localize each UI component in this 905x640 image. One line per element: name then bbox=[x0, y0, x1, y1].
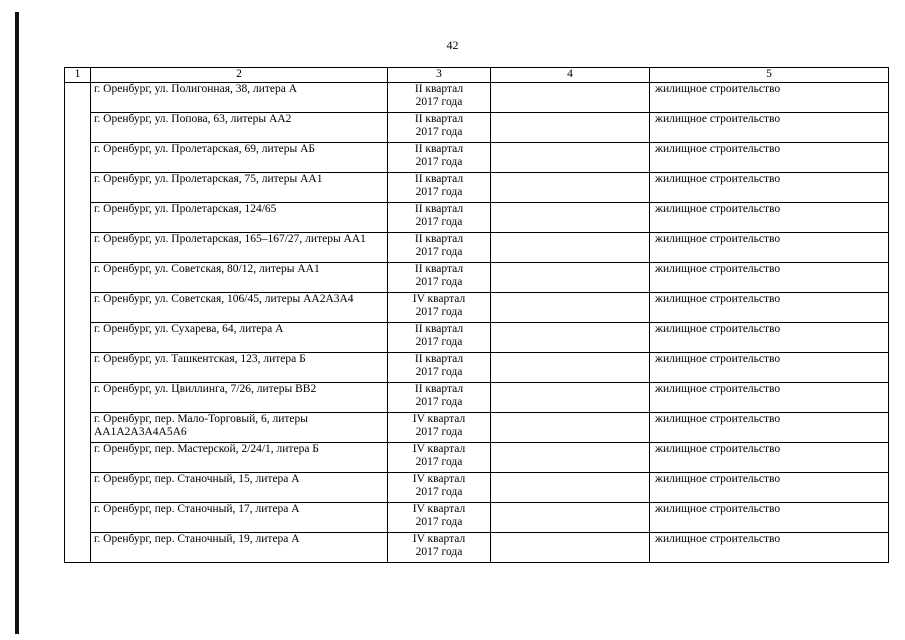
address-cell: г. Оренбург, пер. Станочный, 15, литера А bbox=[91, 473, 388, 503]
column-header-2: 2 bbox=[91, 68, 388, 83]
period-year: 2017 года bbox=[415, 456, 463, 468]
period-cell bbox=[388, 383, 491, 413]
col4-cell bbox=[491, 83, 650, 113]
period-quarter: II квартал bbox=[414, 173, 464, 185]
purpose-cell: жилищное строительство bbox=[650, 173, 889, 203]
address-cell: г. Оренбург, пер. Станочный, 19, литера А bbox=[91, 533, 388, 563]
column-header-3: 3 bbox=[388, 68, 491, 83]
table-row bbox=[65, 263, 889, 293]
purpose-cell: жилищное строительство bbox=[650, 473, 889, 503]
period-cell bbox=[388, 113, 491, 143]
table-row bbox=[65, 173, 889, 203]
column-header-4: 4 bbox=[491, 68, 650, 83]
address-cell: г. Оренбург, ул. Советская, 106/45, литеры АА2А3А4 bbox=[91, 293, 388, 323]
document-table bbox=[64, 67, 889, 563]
purpose-cell: жилищное строительство bbox=[650, 113, 889, 143]
period-cell bbox=[388, 173, 491, 203]
table-row bbox=[65, 443, 889, 473]
table-row bbox=[65, 353, 889, 383]
period-quarter: IV квартал bbox=[412, 473, 466, 485]
period-year: 2017 года bbox=[415, 156, 463, 168]
col4-cell bbox=[491, 533, 650, 563]
table-row bbox=[65, 83, 889, 113]
address-cell: г. Оренбург, ул. Пролетарская, 75, литеры АА1 bbox=[91, 173, 388, 203]
period-cell bbox=[388, 323, 491, 353]
period-year: 2017 года bbox=[415, 546, 463, 558]
col4-cell bbox=[491, 383, 650, 413]
period-year: 2017 года bbox=[415, 96, 463, 108]
address-cell: г. Оренбург, ул. Попова, 63, литеры АА2 bbox=[91, 113, 388, 143]
left-margin-bar bbox=[15, 12, 19, 634]
period-cell bbox=[388, 83, 491, 113]
table-row bbox=[65, 413, 889, 443]
col4-cell bbox=[491, 113, 650, 143]
period-year: 2017 года bbox=[415, 306, 463, 318]
address-cell: г. Оренбург, ул. Советская, 80/12, литеры АА1 bbox=[91, 263, 388, 293]
address-cell: г. Оренбург, ул. Цвиллинга, 7/26, литеры ВВ2 bbox=[91, 383, 388, 413]
period-year: 2017 года bbox=[415, 276, 463, 288]
table-row bbox=[65, 323, 889, 353]
period-cell bbox=[388, 263, 491, 293]
purpose-cell: жилищное строительство bbox=[650, 203, 889, 233]
period-cell bbox=[388, 203, 491, 233]
period-quarter: II квартал bbox=[414, 353, 464, 365]
period-cell bbox=[388, 533, 491, 563]
period-cell bbox=[388, 413, 491, 443]
period-quarter: IV квартал bbox=[412, 443, 466, 455]
col4-cell bbox=[491, 293, 650, 323]
col4-cell bbox=[491, 503, 650, 533]
column-header-5: 5 bbox=[650, 68, 889, 83]
period-quarter: II квартал bbox=[414, 233, 464, 245]
period-cell bbox=[388, 293, 491, 323]
period-cell bbox=[388, 353, 491, 383]
purpose-cell: жилищное строительство bbox=[650, 503, 889, 533]
period-year: 2017 года bbox=[415, 396, 463, 408]
address-cell: г. Оренбург, пер. Мало-Торговый, 6, литеры АА1А2А3А4А5А6 bbox=[91, 413, 388, 443]
purpose-cell: жилищное строительство bbox=[650, 533, 889, 563]
col4-cell bbox=[491, 323, 650, 353]
purpose-cell: жилищное строительство bbox=[650, 443, 889, 473]
period-year: 2017 года bbox=[415, 336, 463, 348]
table-row bbox=[65, 233, 889, 263]
period-quarter: IV квартал bbox=[412, 293, 466, 305]
period-year: 2017 года bbox=[415, 186, 463, 198]
period-year: 2017 года bbox=[415, 216, 463, 228]
table-row bbox=[65, 203, 889, 233]
table-row bbox=[65, 113, 889, 143]
purpose-cell: жилищное строительство bbox=[650, 383, 889, 413]
table-row bbox=[65, 533, 889, 563]
period-year: 2017 года bbox=[415, 426, 463, 438]
period-quarter: IV квартал bbox=[412, 533, 466, 545]
period-year: 2017 года bbox=[415, 486, 463, 498]
period-year: 2017 года bbox=[415, 246, 463, 258]
table-row bbox=[65, 143, 889, 173]
page-number: 42 bbox=[446, 38, 459, 52]
period-quarter: IV квартал bbox=[412, 503, 466, 515]
table-body bbox=[65, 83, 889, 563]
period-year: 2017 года bbox=[415, 516, 463, 528]
period-quarter: II квартал bbox=[414, 383, 464, 395]
purpose-cell: жилищное строительство bbox=[650, 413, 889, 443]
period-quarter: II квартал bbox=[414, 263, 464, 275]
period-quarter: II квартал bbox=[414, 323, 464, 335]
table-row bbox=[65, 503, 889, 533]
row-number-cell bbox=[65, 83, 91, 563]
column-header-1: 1 bbox=[65, 68, 91, 83]
address-cell: г. Оренбург, ул. Пролетарская, 165–167/27, литеры АА1 bbox=[91, 233, 388, 263]
col4-cell bbox=[491, 173, 650, 203]
period-cell bbox=[388, 143, 491, 173]
period-quarter: II квартал bbox=[414, 143, 464, 155]
period-year: 2017 года bbox=[415, 366, 463, 378]
col4-cell bbox=[491, 473, 650, 503]
period-year: 2017 года bbox=[415, 126, 463, 138]
address-cell: г. Оренбург, ул. Пролетарская, 124/65 bbox=[91, 203, 388, 233]
purpose-cell: жилищное строительство bbox=[650, 353, 889, 383]
purpose-cell: жилищное строительство bbox=[650, 233, 889, 263]
col4-cell bbox=[491, 143, 650, 173]
address-cell: г. Оренбург, ул. Сухарева, 64, литера А bbox=[91, 323, 388, 353]
col4-cell bbox=[491, 353, 650, 383]
col4-cell bbox=[491, 233, 650, 263]
period-quarter: II квартал bbox=[414, 83, 464, 95]
period-cell bbox=[388, 443, 491, 473]
purpose-cell: жилищное строительство bbox=[650, 323, 889, 353]
table-row bbox=[65, 293, 889, 323]
col4-cell bbox=[491, 203, 650, 233]
table-row bbox=[65, 383, 889, 413]
period-cell bbox=[388, 503, 491, 533]
table-header-row bbox=[65, 68, 889, 83]
address-cell: г. Оренбург, ул. Полигонная, 38, литера А bbox=[91, 83, 388, 113]
table-row bbox=[65, 473, 889, 503]
col4-cell bbox=[491, 413, 650, 443]
address-cell: г. Оренбург, пер. Станочный, 17, литера А bbox=[91, 503, 388, 533]
address-cell: г. Оренбург, ул. Ташкентская, 123, литера Б bbox=[91, 353, 388, 383]
purpose-cell: жилищное строительство bbox=[650, 143, 889, 173]
address-cell: г. Оренбург, ул. Пролетарская, 69, литеры АБ bbox=[91, 143, 388, 173]
purpose-cell: жилищное строительство bbox=[650, 293, 889, 323]
period-cell bbox=[388, 233, 491, 263]
period-quarter: II квартал bbox=[414, 113, 464, 125]
address-cell: г. Оренбург, пер. Мастерской, 2/24/1, литера Б bbox=[91, 443, 388, 473]
col4-cell bbox=[491, 443, 650, 473]
period-cell bbox=[388, 473, 491, 503]
purpose-cell: жилищное строительство bbox=[650, 263, 889, 293]
col4-cell bbox=[491, 263, 650, 293]
period-quarter: IV квартал bbox=[412, 413, 466, 425]
purpose-cell: жилищное строительство bbox=[650, 83, 889, 113]
period-quarter: II квартал bbox=[414, 203, 464, 215]
